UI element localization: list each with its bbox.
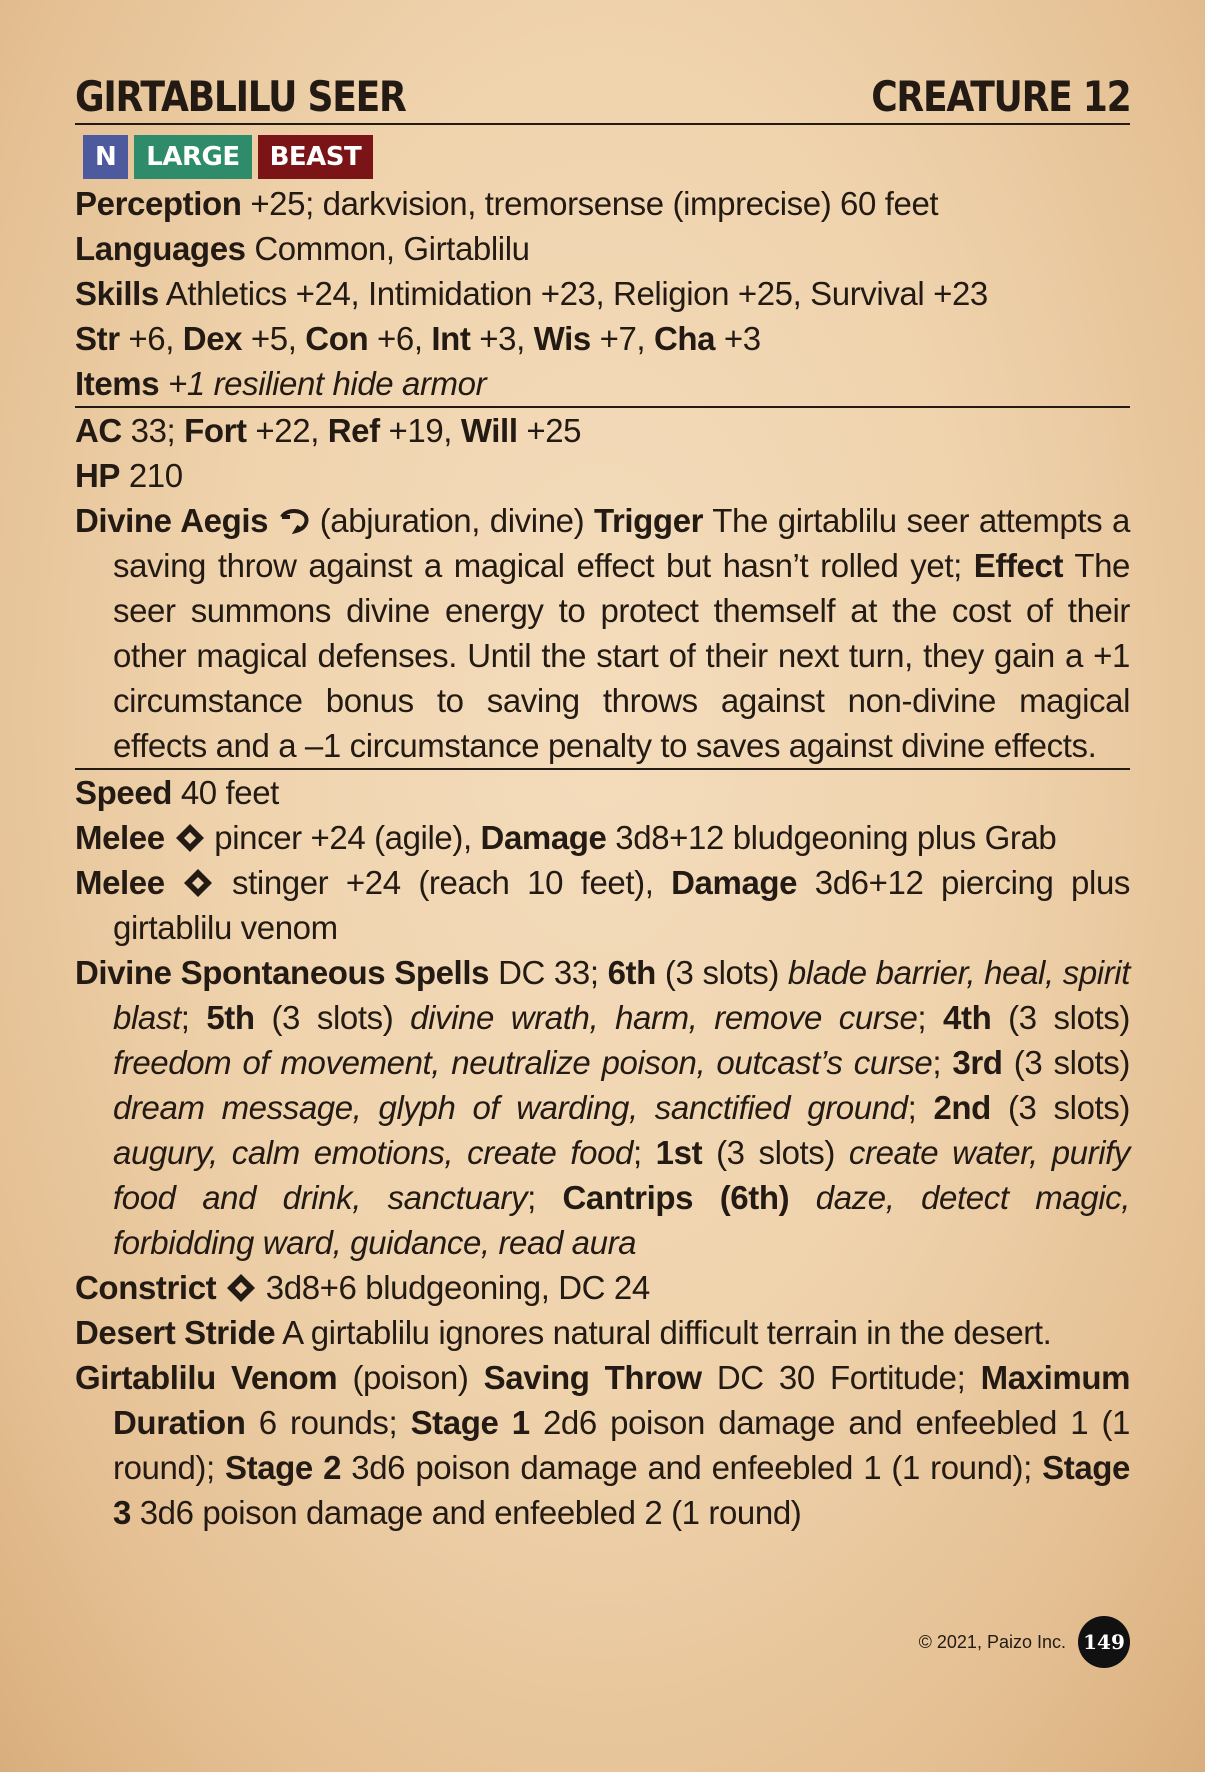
hp-line: HP 210 <box>75 457 183 494</box>
spells-block: Divine Spontaneous Spells DC 33; 6th (3 slots) blade barrier, heal, spirit blast; 5th (3 slots) divine wrath, harm, remove curse; 4th (3 slots) freedom of movement, neutralize poison, outcast’s curse; 3rd (3 slots) dream message, glyph of warding, sanctified ground; 2nd (3 slots) augury, calm emotions, create food; 1st (3 slots) create water, purify food and drink, sanctuary; Cantrips (6th) daze, detect magic, forbidding ward, guidance, read aura <box>75 954 1131 1261</box>
skills-line: Skills Athletics +24, Intimidation +23, Religion +25, Survival +23 <box>75 275 988 312</box>
trait-alignment: N <box>83 135 128 179</box>
trait-size: LARGE <box>134 135 251 179</box>
divine-aegis-block: Divine Aegis (abjuration, divine) Trigger The girtablilu seer attempts a saving throw against a magical effect but hasn’t rolled yet; Effect The seer summons divine energy to protect themself at the cost of their other magical defenses. Until the start of their next turn, they gain a +1 circumstance bonus to saving throws against non-divine magical effects and a –1 circumstance penalty to saves against divine effects. <box>75 502 1130 764</box>
stat-block <box>75 72 1130 1535</box>
constrict-line: Constrict 3d8+6 bludgeoning, DC 24 <box>75 1269 650 1306</box>
items-line: Items +1 resilient hide armor <box>75 365 487 402</box>
page-footer <box>919 1616 1130 1668</box>
copyright-text: © 2021, Paizo Inc. <box>918 1631 1066 1652</box>
perception-line: Perception +25; darkvision, tremorsense (imprecise) 60 feet <box>75 185 939 222</box>
trait-list <box>83 135 1130 179</box>
defense-line: AC 33; Fort +22, Ref +19, Will +25 <box>75 412 582 449</box>
reaction-icon <box>278 505 310 537</box>
one-action-icon <box>182 867 214 899</box>
ability-scores-line: Str +6, Dex +5, Con +6, Int +3, Wis +7, Cha +3 <box>75 320 761 357</box>
page-number: 149 <box>1078 1616 1130 1668</box>
one-action-icon <box>174 822 206 854</box>
desert-stride-line: Desert Stride A girtablilu ignores natural difficult terrain in the desert. <box>75 1314 1052 1351</box>
creature-level: CREATURE 12 <box>870 72 1130 121</box>
creature-name: GIRTABLILU SEER <box>75 72 406 121</box>
venom-block: Girtablilu Venom (poison) Saving Throw DC 30 Fortitude; Maximum Duration 6 rounds; Stage 1 2d6 poison damage and enfeebled 1 (1 round); Stage 2 3d6 poison damage and enfeebled 1 (1 round); Stage 3 3d6 poison damage and enfeebled 2 (1 round) <box>75 1359 1131 1531</box>
languages-line: Languages Common, Girtablilu <box>75 230 530 267</box>
melee-stinger-line: Melee stinger +24 (reach 10 feet), Damage 3d6+12 piercing plus girtablilu venom <box>75 864 1130 946</box>
trait-beast: BEAST <box>258 135 374 179</box>
melee-pincer-line: Melee pincer +24 (agile), Damage 3d8+12 bludgeoning plus Grab <box>75 819 1057 856</box>
stat-header <box>75 72 1130 125</box>
one-action-icon <box>225 1272 257 1304</box>
speed-line: Speed 40 feet <box>75 774 279 811</box>
